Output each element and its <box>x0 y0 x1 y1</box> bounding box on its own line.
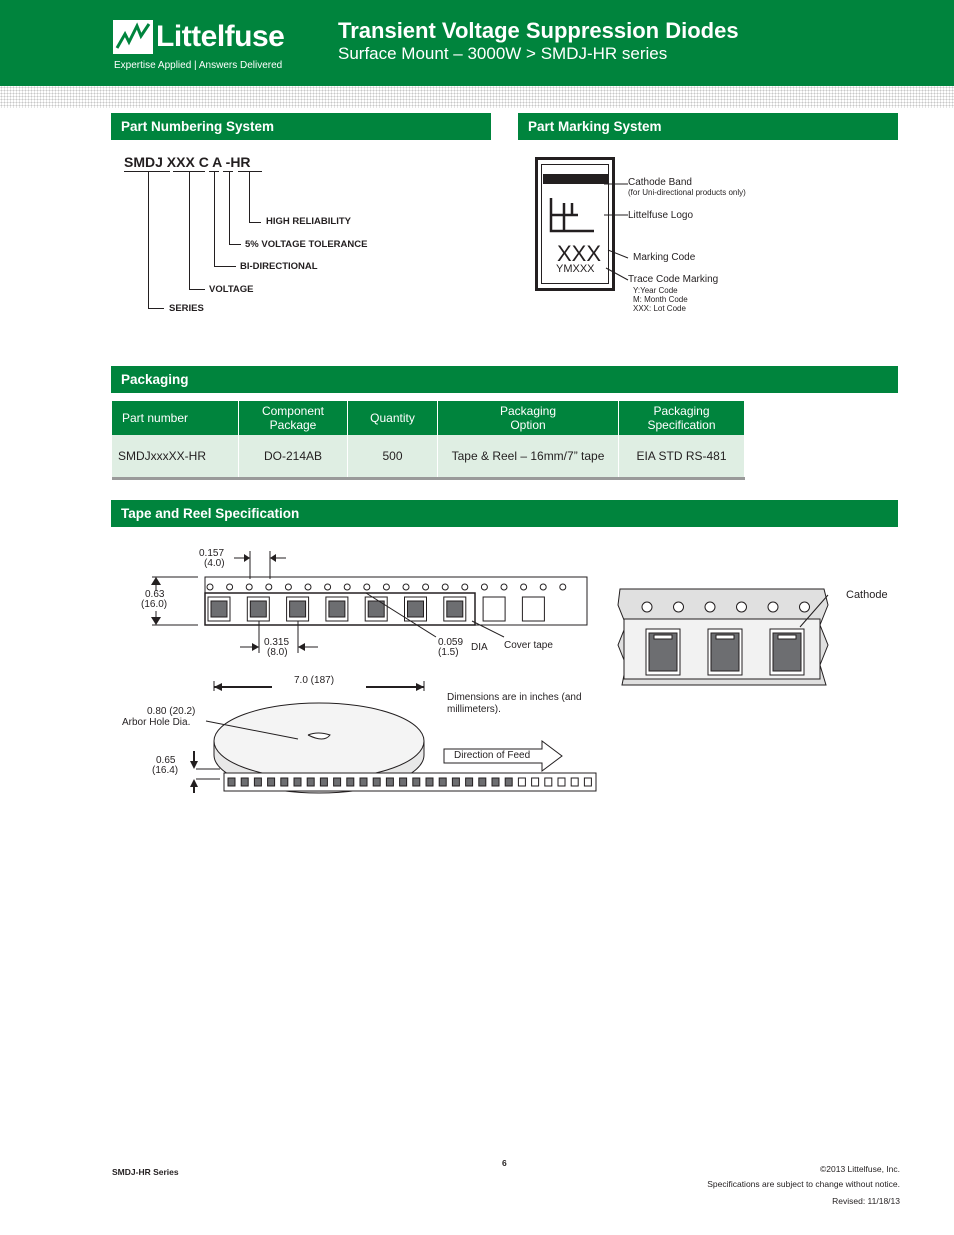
label-high-reliability: HIGH RELIABILITY <box>266 216 351 227</box>
trace-lot: XXX: Lot Code <box>633 304 686 313</box>
dim-width: 0.63 <box>145 589 165 600</box>
sprocket-hole <box>383 584 389 590</box>
detail-hole <box>642 602 652 612</box>
arbor-dim: 0.80 (20.2) <box>147 706 196 717</box>
reel-pocket <box>254 778 261 786</box>
section-packaging: Packaging <box>111 366 898 393</box>
chip-in-pocket <box>408 601 424 617</box>
col-packaging-option: Packaging Option <box>438 401 619 435</box>
table-row <box>112 435 745 479</box>
sprocket-hole <box>560 584 566 590</box>
reel-pocket <box>400 778 407 786</box>
col-component-package: Component Package <box>239 401 348 435</box>
reel-diameter: 7.0 (187) <box>294 675 335 686</box>
trace-code-label: Trace Code Marking <box>628 274 719 285</box>
cell-option: Tape & Reel – 16mm/7” tape <box>438 435 619 479</box>
cell-part-number: SMDJxxxXX-HR <box>112 435 239 479</box>
reel-pocket <box>532 778 539 786</box>
dim-pitch-small: 0.157 <box>199 548 225 559</box>
reel-pocket <box>334 778 341 786</box>
detail-hole <box>705 602 715 612</box>
col-quantity: Quantity <box>348 401 438 435</box>
label-series: SERIES <box>169 303 204 314</box>
detail-cathode-band <box>654 635 672 639</box>
dim-pitch-small-mm: (4.0) <box>204 558 225 569</box>
label-voltage: VOLTAGE <box>209 284 254 295</box>
reel-pocket <box>373 778 380 786</box>
reel-pocket <box>558 778 565 786</box>
page-title: Transient Voltage Suppression Diodes <box>338 18 739 43</box>
footer-copyright: ©2013 Littelfuse, Inc. <box>820 1164 900 1174</box>
dotted-band <box>0 86 954 108</box>
reel-pocket <box>281 778 288 786</box>
reel-pocket <box>347 778 354 786</box>
reel-pocket <box>518 778 525 786</box>
chip-in-pocket <box>447 601 463 617</box>
sprocket-hole <box>481 584 487 590</box>
footer-notice: Specifications are subject to change without notice. <box>707 1179 900 1189</box>
arbor-label: Arbor Hole Dia. <box>122 717 191 728</box>
cell-package: DO-214AB <box>239 435 348 479</box>
dimensions-note: Dimensions are in inches (and millimeters). <box>447 692 582 715</box>
reel-pocket <box>479 778 486 786</box>
sprocket-hole <box>403 584 409 590</box>
detail-hole <box>674 602 684 612</box>
reel-width: 0.65 <box>156 755 176 766</box>
tape-detail-diagram <box>612 585 832 695</box>
reel-pocket <box>505 778 512 786</box>
cathode-band-note: (for Uni-directional products only) <box>628 188 746 197</box>
reel-pocket <box>466 778 473 786</box>
sprocket-hole <box>462 584 468 590</box>
footer-series: SMDJ-HR Series <box>112 1167 179 1177</box>
cathode-band-label: Cathode Band <box>628 177 692 188</box>
col-packaging-spec: Packaging Specification <box>619 401 745 435</box>
reel-pocket <box>413 778 420 786</box>
detail-cathode-band <box>716 635 734 639</box>
reel-pocket <box>320 778 327 786</box>
section-part-marking: Part Marking System <box>518 113 898 140</box>
reel-pocket <box>571 778 578 786</box>
part-number-code: SMDJ XXX C A -HR <box>124 154 251 170</box>
reel-pocket <box>584 778 591 786</box>
detail-hole <box>768 602 778 612</box>
logo-label: Littelfuse Logo <box>628 210 694 221</box>
tape-reel-diagram <box>140 545 600 805</box>
sprocket-hole <box>344 584 350 590</box>
footer-page: 6 <box>502 1158 507 1168</box>
sprocket-hole <box>540 584 546 590</box>
sprocket-hole <box>266 584 272 590</box>
label-voltage-tolerance: 5% VOLTAGE TOLERANCE <box>245 239 368 250</box>
marking-code-label: Marking Code <box>633 252 696 263</box>
cover-tape-label: Cover tape <box>504 640 553 651</box>
cell-quantity: 500 <box>348 435 438 479</box>
detail-hole <box>800 602 810 612</box>
chip-marking-code: XXX <box>557 241 602 266</box>
reel-pocket <box>439 778 446 786</box>
chip-in-pocket <box>290 601 306 617</box>
reel-pocket <box>545 778 552 786</box>
reel-pocket <box>228 778 235 786</box>
trace-month: M: Month Code <box>633 295 688 304</box>
reel-pocket <box>452 778 459 786</box>
tape-pocket <box>522 597 544 621</box>
col-part-number: Part number <box>112 401 239 435</box>
reel-pocket <box>307 778 314 786</box>
label-bi-directional: BI-DIRECTIONAL <box>240 261 318 272</box>
footer-revised: Revised: 11/18/13 <box>832 1196 900 1206</box>
cathode-label: Cathode <box>846 589 888 601</box>
reel-pocket <box>386 778 393 786</box>
sprocket-hole <box>207 584 213 590</box>
brand-name: Littelfuse <box>156 20 285 53</box>
chip-in-pocket <box>329 601 345 617</box>
dim-pitch-mm: (8.0) <box>267 647 288 658</box>
page-subtitle: Surface Mount – 3000W > SMDJ-HR series <box>338 44 668 63</box>
reel-width-mm: (16.4) <box>152 765 179 776</box>
littelfuse-logo-icon <box>113 20 153 54</box>
sprocket-hole <box>305 584 311 590</box>
sprocket-hole <box>325 584 331 590</box>
section-part-numbering: Part Numbering System <box>111 113 491 140</box>
detail-cathode-band <box>778 635 796 639</box>
littelfuse-chip-logo-icon <box>548 195 598 235</box>
reel-pocket <box>492 778 499 786</box>
sprocket-hole <box>423 584 429 590</box>
chip-in-pocket <box>250 601 266 617</box>
trace-year: Y:Year Code <box>633 286 678 295</box>
direction-of-feed: Direction of Feed <box>454 750 531 761</box>
dim-dia: DIA <box>471 642 488 653</box>
reel-pocket <box>241 778 248 786</box>
sprocket-hole <box>521 584 527 590</box>
sprocket-hole <box>501 584 507 590</box>
section-tape-reel: Tape and Reel Specification <box>111 500 898 527</box>
reel-pocket <box>268 778 275 786</box>
packaging-table <box>112 401 745 480</box>
tagline: Expertise Applied | Answers Delivered <box>114 60 283 71</box>
reel-pocket <box>360 778 367 786</box>
chip-trace-code: YMXXX <box>556 263 595 275</box>
sprocket-hole <box>442 584 448 590</box>
sprocket-hole <box>227 584 233 590</box>
tape-pocket <box>483 597 505 621</box>
sprocket-hole <box>285 584 291 590</box>
sprocket-hole <box>246 584 252 590</box>
dim-hole: 0.059 <box>438 637 464 648</box>
reel-pocket <box>294 778 301 786</box>
chip-in-pocket <box>211 601 227 617</box>
sprocket-hole <box>364 584 370 590</box>
dim-width-mm: (16.0) <box>141 599 168 610</box>
detail-hole <box>737 602 747 612</box>
reel-pocket <box>426 778 433 786</box>
cell-spec: EIA STD RS-481 <box>619 435 745 479</box>
dim-pitch: 0.315 <box>264 637 290 648</box>
dim-hole-mm: (1.5) <box>438 647 459 658</box>
